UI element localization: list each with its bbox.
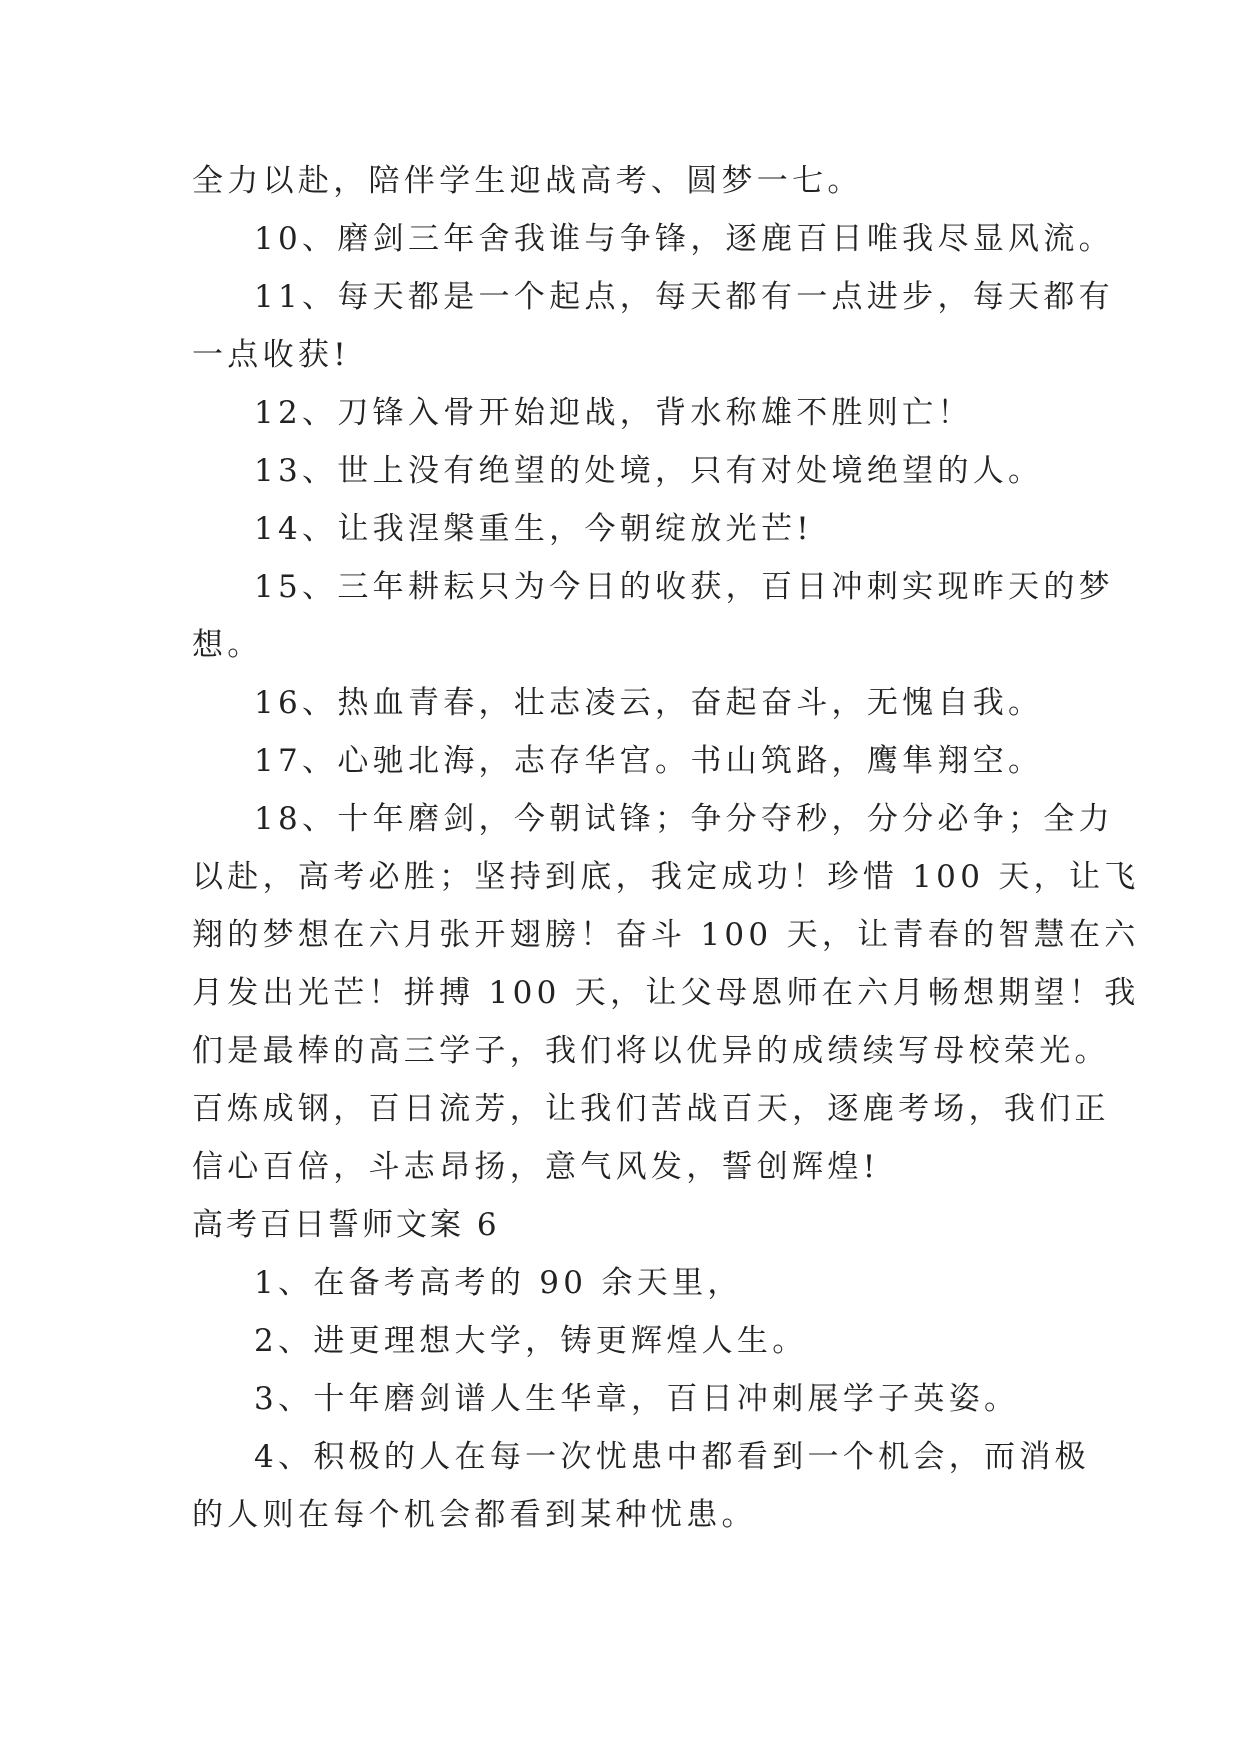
list-item-18: 18、十年磨剑，今朝试锋；争分夺秒，分分必争；全力	[254, 801, 1114, 837]
section-heading: 高考百日誓师文案 6	[192, 1207, 500, 1243]
list-item-13: 13、世上没有绝望的处境，只有对处境绝望的人。	[254, 453, 1044, 489]
text-line: 想。	[192, 627, 263, 663]
list-item-10: 10、磨剑三年舍我谁与争锋，逐鹿百日唯我尽显风流。	[254, 221, 1114, 257]
text-line: 翔的梦想在六月张开翅膀！奋斗 100 天，让青春的智慧在六	[192, 917, 1140, 953]
text-line: 信心百倍，斗志昂扬，意气风发，誓创辉煌!	[192, 1149, 880, 1185]
text-line: 以赴，高考必胜；坚持到底，我定成功！珍惜 100 天，让飞	[192, 859, 1140, 895]
list-item-1: 1、在备考高考的 90 余天里，	[254, 1265, 743, 1301]
text-line: 全力以赴，陪伴学生迎战高考、圆梦一七。	[192, 163, 863, 199]
text-line: 百炼成钢，百日流芳，让我们苦战百天，逐鹿考场，我们正	[192, 1091, 1110, 1127]
list-item-14: 14、让我涅槃重生，今朝绽放光芒!	[254, 511, 814, 547]
text-line: 月发出光芒！拼搏 100 天，让父母恩师在六月畅想期望！我	[192, 975, 1140, 1011]
list-item-17: 17、心驰北海，志存华宫。书山筑路，鹰隼翔空。	[254, 743, 1044, 779]
list-item-16: 16、热血青春，壮志凌云，奋起奋斗，无愧自我。	[254, 685, 1044, 721]
text-line: 一点收获!	[192, 337, 350, 373]
list-item-4: 4、积极的人在每一次忧患中都看到一个机会，而消极	[254, 1439, 1090, 1475]
list-item-15: 15、三年耕耘只为今日的收获，百日冲刺实现昨天的梦	[254, 569, 1114, 605]
text-line: 们是最棒的高三学子，我们将以优异的成绩续写母校荣光。	[192, 1033, 1110, 1069]
list-item-2: 2、进更理想大学，铸更辉煌人生。	[254, 1323, 808, 1359]
list-item-3: 3、十年磨剑谱人生华章，百日冲刺展学子英姿。	[254, 1381, 1020, 1417]
document-body	[192, 152, 1140, 1544]
list-item-12: 12、刀锋入骨开始迎战，背水称雄不胜则亡！	[254, 395, 973, 431]
text-line: 的人则在每个机会都看到某种忧患。	[192, 1497, 757, 1533]
list-item-11: 11、每天都是一个起点，每天都有一点进步，每天都有	[254, 279, 1114, 315]
